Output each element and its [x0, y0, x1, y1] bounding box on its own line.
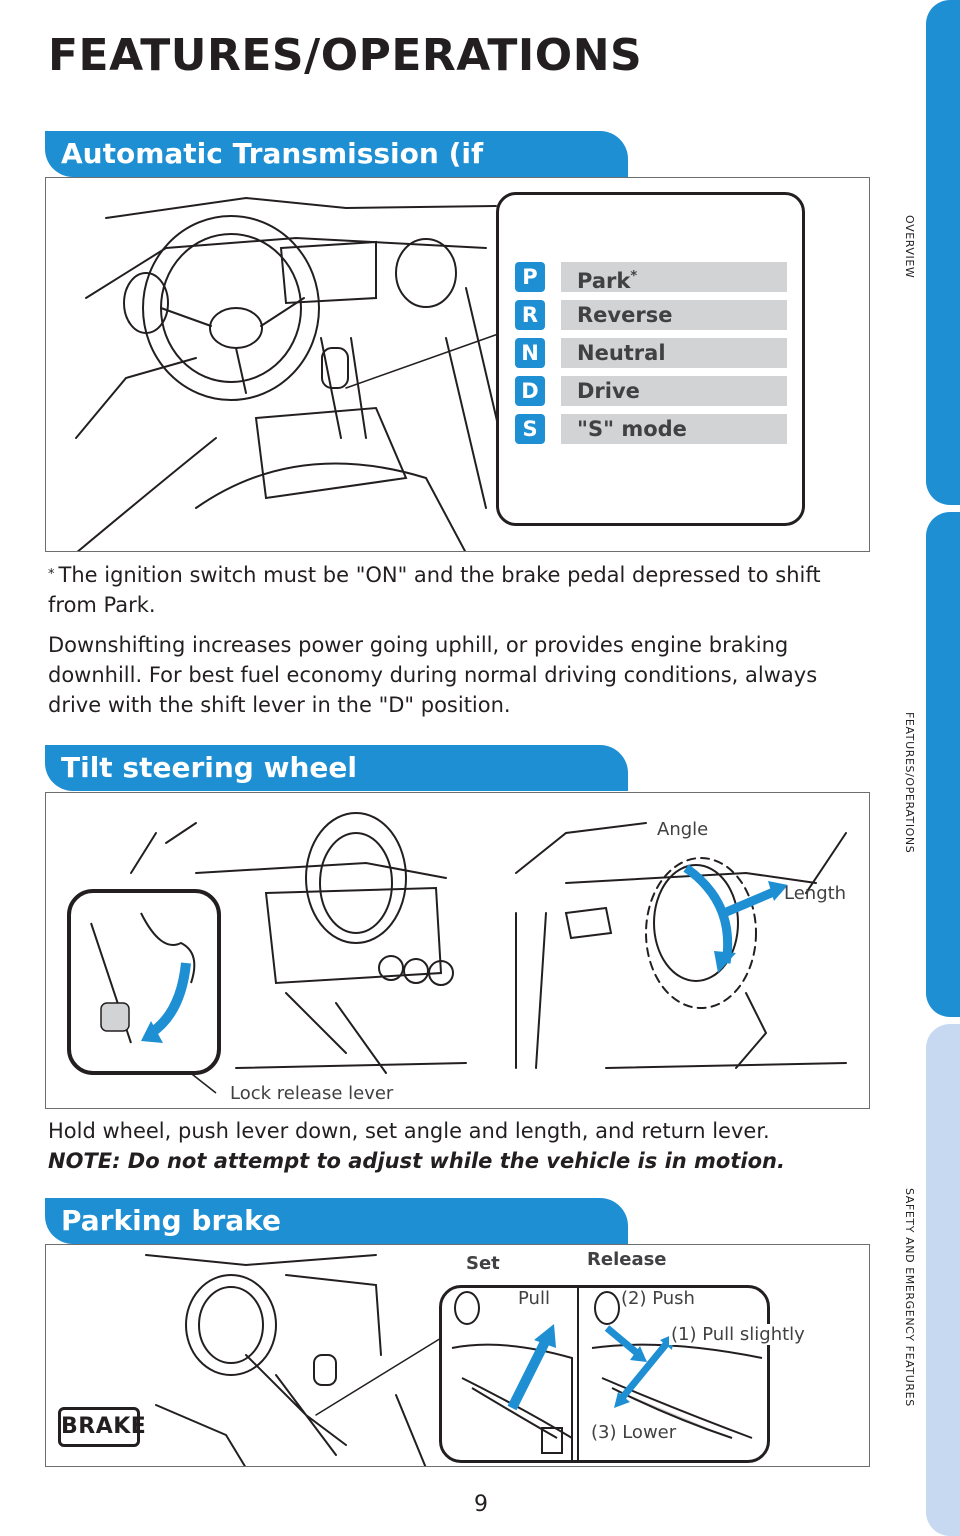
- release-label: Release: [587, 1249, 667, 1270]
- gear-label-s-mode: "S" mode: [561, 414, 787, 444]
- pull-label: Pull: [518, 1288, 550, 1309]
- set-label: Set: [466, 1253, 500, 1274]
- tilt-steering-figure: [45, 792, 870, 1109]
- section-header-parking-brake: Parking brake: [45, 1198, 628, 1244]
- tilt-instruction: Hold wheel, push lever down, set angle and length, and return lever.: [48, 1119, 770, 1143]
- lever-illustration: [71, 893, 217, 1071]
- lock-release-lever-label: Lock release lever: [230, 1083, 394, 1104]
- downshift-paragraph: Downshifting increases power going uphill, or provides engine braking downhill. For best fuel economy during normal driving conditions, always drive with the shift lever in the "D" position.: [48, 633, 818, 717]
- pull-slightly-arrow-icon: [622, 1343, 667, 1398]
- push-label: (2) Push: [621, 1288, 695, 1309]
- gear-label-park: [561, 262, 787, 292]
- lower-label: (3) Lower: [591, 1422, 677, 1443]
- gear-badge-p: P: [515, 262, 545, 292]
- side-tab-overview-label: OVERVIEW: [903, 215, 916, 279]
- gear-badge-d: D: [515, 376, 545, 406]
- gear-label-reverse: Reverse: [561, 300, 787, 330]
- side-tab-overview[interactable]: [926, 0, 960, 505]
- side-tab-features[interactable]: [926, 512, 960, 1017]
- angle-arrow-icon: [686, 868, 728, 963]
- page-title: FEATURES/OPERATIONS: [48, 30, 643, 81]
- gear-label-park-mark: *: [630, 269, 638, 284]
- lock-release-inset: [67, 889, 221, 1075]
- page-number: 9: [474, 1492, 488, 1517]
- side-tab-safety-label: SAFETY AND EMERGENCY FEATURES: [903, 1188, 916, 1407]
- footnote: [48, 560, 868, 620]
- gear-badge-s: S: [515, 414, 545, 444]
- side-tab-features-label: FEATURES/OPERATIONS: [903, 712, 916, 854]
- length-label: Length: [784, 883, 847, 904]
- footnote-mark: *: [48, 567, 55, 582]
- section-header-automatic-transmission: Automatic Transmission (if: [45, 131, 628, 177]
- gear-label-drive: Drive: [561, 376, 787, 406]
- pull-slightly-label: (1) Pull slightly: [671, 1324, 805, 1345]
- section-header-tilt-steering: Tilt steering wheel: [45, 745, 628, 791]
- push-arrow-icon: [607, 1328, 637, 1353]
- gear-badge-n: N: [515, 338, 545, 368]
- gear-label-neutral: Neutral: [561, 338, 787, 368]
- gear-badge-r: R: [515, 300, 545, 330]
- footnote-text: The ignition switch must be "ON" and the brake pedal depressed to shift from Park.: [48, 563, 821, 617]
- brake-warning-icon: BRAKE: [58, 1407, 140, 1447]
- side-tab-safety[interactable]: [926, 1024, 960, 1536]
- gear-label-park-text: Park: [577, 269, 631, 293]
- parking-brake-figure: [45, 1244, 870, 1467]
- angle-label: Angle: [657, 819, 709, 840]
- tilt-note: NOTE: Do not attempt to adjust while the vehicle is in motion.: [48, 1149, 785, 1173]
